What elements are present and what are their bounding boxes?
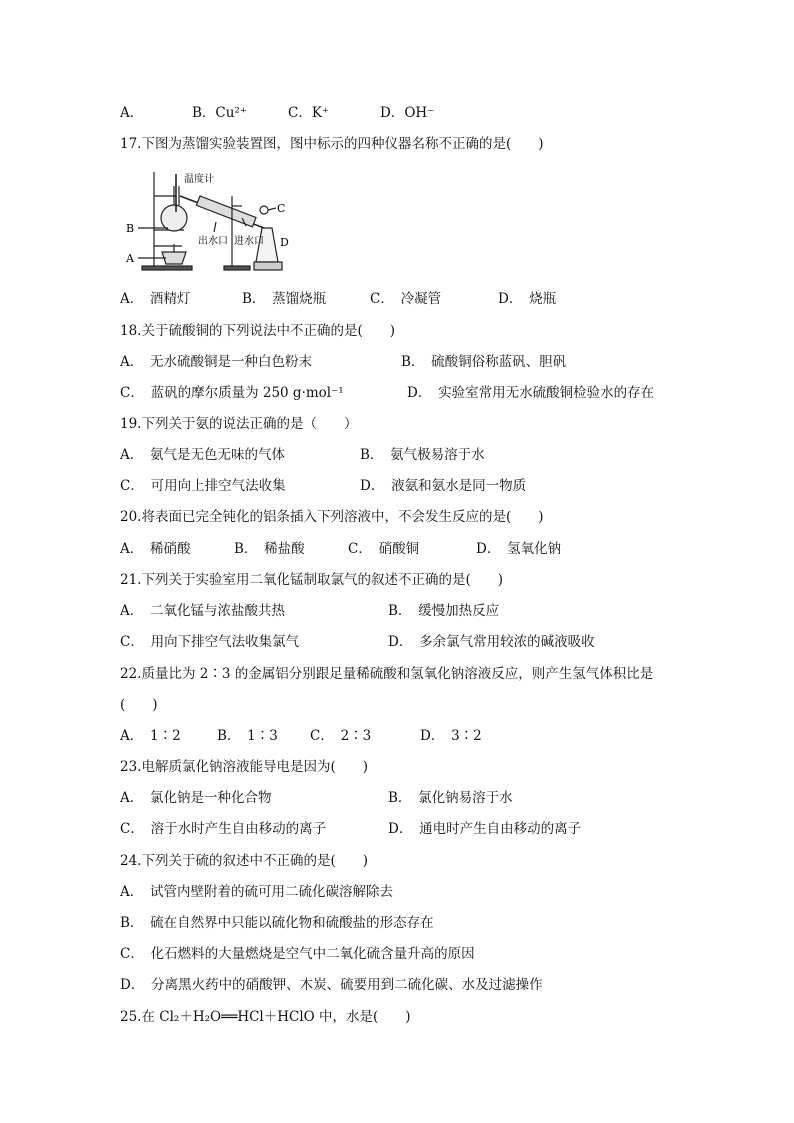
- q23-option-c: C． 溶于水时产生自由移动的离子: [120, 821, 327, 837]
- q25-stem: 25.在 Cl₂＋H₂O══HCl＋HClO 中，水是( ): [120, 1009, 411, 1025]
- q19-option-d: D． 液氨和氨水是同一物质: [360, 478, 527, 494]
- q20-option-b: B． 稀盐酸: [234, 541, 305, 557]
- q20-option-a: A． 稀硝酸: [120, 541, 191, 557]
- distillation-apparatus-figure: [124, 166, 294, 274]
- q17-option-c: C． 冷凝管: [370, 291, 442, 307]
- q24-option-d: D． 分离黑火药中的硝酸钾、木炭、硫要用到二硫化碳、水及过滤操作: [120, 977, 543, 993]
- q23-option-d: D． 通电时产生自由移动的离子: [388, 821, 582, 837]
- q16-option-d: D．OH⁻: [380, 105, 435, 121]
- q20-option-d: D． 氢氧化钠: [476, 541, 562, 557]
- q19-option-c: C． 可用向上排空气法收集: [120, 478, 286, 494]
- q24-option-a: A． 试管内壁附着的硫可用二硫化碳溶解除去: [120, 884, 393, 900]
- q18-option-c: C． 蓝矾的摩尔质量为 250 g·mol⁻¹: [120, 385, 344, 401]
- q24-option-c: C． 化石燃料的大量燃烧是空气中二氧化硫含量升高的原因: [120, 946, 475, 962]
- label-d: D: [280, 236, 289, 249]
- q16-option-b: B．Cu²⁺: [192, 105, 247, 121]
- q16-option-c: C．K⁺: [288, 105, 330, 121]
- q21-option-a: A． 二氧化锰与浓盐酸共热: [120, 603, 285, 619]
- q22-option-a: A． 1∶2: [120, 728, 181, 744]
- q21-option-b: B． 缓慢加热反应: [388, 603, 500, 619]
- q17-option-a: A． 酒精灯: [120, 291, 191, 307]
- q17-stem: 17.下图为蒸馏实验装置图，图中标示的四种仪器名称不正确的是( ): [120, 136, 544, 152]
- label-b: B: [126, 222, 135, 235]
- label-outlet: 出水口: [198, 236, 228, 247]
- q17-option-d: D． 烧瓶: [498, 291, 557, 307]
- q24-option-b: B． 硫在自然界中只能以硫化物和硫酸盐的形态存在: [120, 915, 434, 931]
- q22-stem: 22.质量比为 2∶3 的金属铝分别跟足量稀硫酸和氢氧化钠溶液反应，则产生氢气体积比是: [120, 666, 654, 682]
- label-inlet: 进水口: [234, 236, 264, 247]
- q18-option-b: B． 硫酸铜俗称蓝矾、胆矾: [401, 354, 567, 370]
- label-thermometer: 温度计: [184, 174, 214, 185]
- q19-option-a: A． 氨气是无色无味的气体: [120, 447, 285, 463]
- q21-option-d: D． 多余氯气常用较浓的碱液吸收: [388, 634, 595, 650]
- q24-stem: 24.下列关于硫的叙述中不正确的是( ): [120, 853, 369, 869]
- label-c: C: [277, 202, 286, 215]
- q22-option-d: D． 3∶2: [420, 728, 482, 744]
- q22-option-b: B． 1∶3: [217, 728, 278, 744]
- q23-stem: 23.电解质氯化钠溶液能导电是因为( ): [120, 759, 369, 775]
- q23-option-b: B． 氯化钠易溶于水: [388, 790, 513, 806]
- q18-option-d: D． 实验室常用无水硫酸铜检验水的存在: [407, 385, 655, 401]
- q17-option-b: B． 蒸馏烧瓶: [242, 291, 327, 307]
- q19-stem: 19.下列关于氨的说法正确的是（ ）: [120, 416, 358, 432]
- q18-stem: 18.关于硫酸铜的下列说法中不正确的是( ): [120, 323, 396, 339]
- label-a: A: [126, 252, 134, 265]
- q22-stem-cont: ( ): [120, 697, 158, 713]
- q20-stem: 20.将表面已完全钝化的铝条插入下列溶液中，不会发生反应的是( ): [120, 509, 544, 525]
- q21-option-c: C． 用向下排空气法收集氯气: [120, 634, 300, 650]
- q16-option-a: A．: [120, 105, 144, 121]
- q21-stem: 21.下列关于实验室用二氧化锰制取氯气的叙述不正确的是( ): [120, 572, 504, 588]
- q20-option-c: C． 硝酸铜: [348, 541, 420, 557]
- q19-option-b: B． 氨气极易溶于水: [360, 447, 485, 463]
- q22-option-c: C． 2∶3: [310, 728, 372, 744]
- q18-option-a: A． 无水硫酸铜是一种白色粉末: [120, 354, 312, 370]
- q23-option-a: A． 氯化钠是一种化合物: [120, 790, 272, 806]
